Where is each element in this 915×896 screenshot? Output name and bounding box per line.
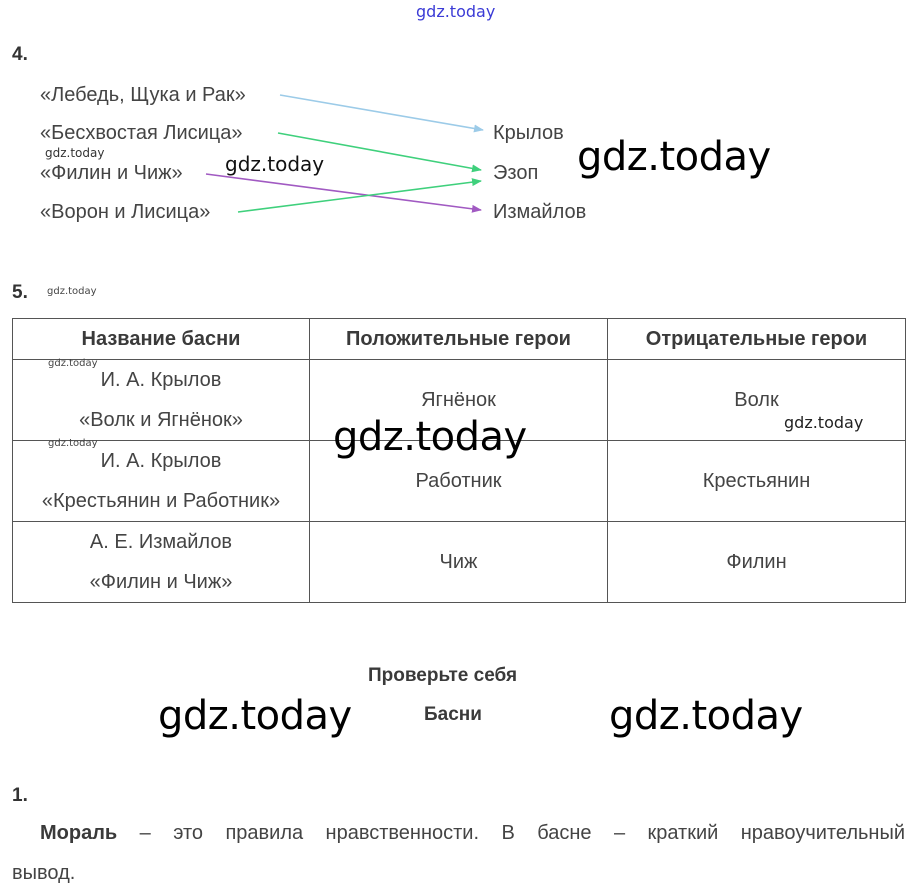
header-positive-heroes: Положительные герои bbox=[310, 319, 608, 360]
author-izmailov: Измайлов bbox=[493, 201, 587, 223]
section-subtitle: Басни bbox=[424, 704, 482, 725]
arrow-swan-to-krylov bbox=[280, 95, 483, 130]
task1-number: 1. bbox=[12, 785, 28, 806]
watermark-top: gdz.today bbox=[416, 2, 496, 21]
watermark-big-2: gdz.today bbox=[333, 414, 527, 460]
fable-owl-siskin: «Филин и Чиж» bbox=[40, 162, 183, 184]
matching-arrows bbox=[0, 0, 915, 260]
watermark-small-1: gdz.today bbox=[45, 146, 105, 160]
fable-tailless-fox: «Бесхвостая Лисица» bbox=[40, 122, 243, 144]
header-negative-heroes: Отрицательные герои bbox=[608, 319, 906, 360]
task5-number: 5. bbox=[12, 282, 28, 303]
positive-hero: Чиж bbox=[439, 551, 478, 573]
arrow-owl-siskin-to-izmailov bbox=[206, 174, 481, 210]
definition-line-2: вывод. bbox=[12, 862, 76, 884]
cell-negative bbox=[608, 522, 906, 603]
fable-author: И. А. Крылов bbox=[100, 450, 222, 472]
watermark-small-5: gdz.today bbox=[784, 413, 864, 432]
watermark-med-1: gdz.today bbox=[225, 152, 325, 176]
definition-text: – это правила нравственности. В басне – краткий нравоучительный bbox=[117, 822, 905, 844]
fable-title: «Волк и Ягнёнок» bbox=[79, 409, 243, 431]
watermark-big-1: gdz.today bbox=[577, 134, 771, 180]
arrow-raven-fox-to-aesop bbox=[238, 181, 481, 212]
cell-negative bbox=[608, 441, 906, 522]
fable-swan-pike-crayfish: «Лебедь, Щука и Рак» bbox=[40, 84, 246, 106]
cell-fable bbox=[13, 441, 310, 522]
positive-hero: Работник bbox=[415, 470, 502, 492]
watermark-big-3: gdz.today bbox=[158, 693, 352, 739]
cell-fable bbox=[13, 522, 310, 603]
term-moral: Мораль bbox=[40, 822, 118, 844]
negative-hero: Крестьянин bbox=[702, 470, 811, 492]
definition-line-1 bbox=[40, 813, 905, 853]
cell-positive bbox=[310, 522, 608, 603]
negative-hero: Филин bbox=[726, 551, 787, 573]
fable-author: А. Е. Измайлов bbox=[89, 531, 233, 553]
fables-table bbox=[12, 318, 906, 603]
fable-title: «Крестьянин и Работник» bbox=[41, 490, 281, 512]
fable-title: «Филин и Чиж» bbox=[89, 571, 233, 593]
table-header-row bbox=[13, 319, 906, 360]
watermark-small-3: gdz.today bbox=[48, 358, 98, 369]
negative-hero: Волк bbox=[734, 389, 779, 411]
section-title: Проверьте себя bbox=[368, 665, 518, 686]
positive-hero: Ягнёнок bbox=[421, 389, 496, 411]
watermark-small-4: gdz.today bbox=[48, 438, 98, 449]
cell-fable bbox=[13, 360, 310, 441]
task4-number: 4. bbox=[12, 44, 28, 65]
watermark-big-4: gdz.today bbox=[609, 693, 803, 739]
watermark-small-2: gdz.today bbox=[47, 286, 97, 297]
author-aesop: Эзоп bbox=[493, 162, 539, 184]
fable-raven-fox: «Ворон и Лисица» bbox=[40, 201, 211, 223]
table-row bbox=[13, 522, 906, 603]
fable-author: И. А. Крылов bbox=[100, 369, 222, 391]
author-krylov: Крылов bbox=[493, 122, 564, 144]
header-fable-title: Название басни bbox=[13, 319, 310, 360]
